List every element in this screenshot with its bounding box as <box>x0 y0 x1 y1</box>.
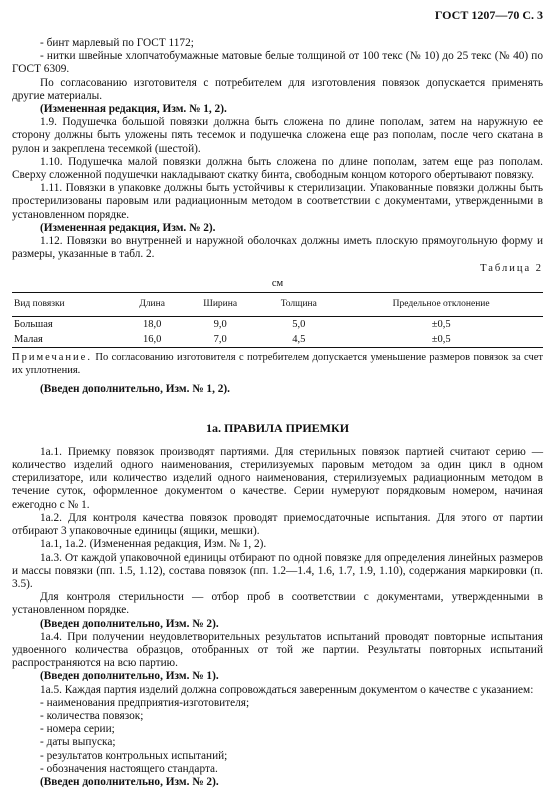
table-row <box>12 317 543 333</box>
table-cell: 9,0 <box>213 319 227 331</box>
table-cell: Большая <box>14 319 53 331</box>
list-item: - даты выпуска; <box>40 736 116 749</box>
amendment-note: (Введен дополнительно, Изм. № 1). <box>40 670 219 683</box>
amendment-note: (Измененная редакция, Изм. № 2). <box>40 221 216 234</box>
amendment-note: (Введен дополнительно, Изм. № 2). <box>40 775 219 788</box>
column-header: Ширина <box>182 292 258 316</box>
paragraph: 1.10. Подушечка малой повязки должна быть сложена по длине пополам, затем еще раз пополам. Сверху сложенной подушечки накладывают скатку бинта, свободным концом которого обертывают повязку. <box>12 155 543 182</box>
column-header: Предельное отклонение <box>339 292 543 316</box>
table-header-row <box>12 292 543 316</box>
paragraph: 1а.2. Для контроля качества повязок проводят приемосдаточные испытания. Для этого от партии отбирают 3 упаковочные единицы (ящики, мешки). <box>12 511 543 538</box>
note-label: Примечание. <box>12 352 92 364</box>
list-item: - номера серии; <box>40 723 115 736</box>
paragraph: 1а.1. Приемку повязок производят партиями. Для стерильных повязок партией считают серию — количество изделий одного наименования, стерилизуемых паровым методом за один цикл в одном стерилизаторе, или количество изделий одного наименования, стерилизуемых радиационным методом в течение суток, оформленное документом о качестве. Серии нумеруют порядковым номером, начиная ежегодно с № 1. <box>12 445 543 511</box>
paragraph: - бинт марлевый по ГОСТ 1172; <box>40 37 194 49</box>
table-unit: см <box>271 277 284 289</box>
amendment-note: (Измененная редакция, Изм. № 1, 2). <box>40 103 227 116</box>
list-item: - обозначения настоящего стандарта. <box>40 762 218 775</box>
amendment-note: (Введен дополнительно, Изм. № 1, 2). <box>40 383 230 396</box>
table-caption: Таблица 2 <box>480 263 543 275</box>
column-header: Вид повязки <box>12 292 122 316</box>
table-note <box>12 351 543 377</box>
paragraph: 1а.1, 1а.2. (Измененная редакция, Изм. № 1, 2). <box>40 538 267 551</box>
list-item: - наименования предприятия-изготовителя; <box>40 696 250 709</box>
paragraph: 1.11. Повязки в упаковке должны быть устойчивы к стерилизации. Упакованные повязки должны быть простерилизованы паровым или радиационным методом в соответствии с документами, утвержденными в установленном порядке. <box>12 182 543 221</box>
table-cell: 18,0 <box>142 319 162 331</box>
paragraph: 1а.5. Каждая партия изделий должна сопровождаться заверенным документом о качестве с указанием: <box>40 683 534 696</box>
section-title: 1а. ПРАВИЛА ПРИЕМКИ <box>205 420 350 435</box>
table-row <box>12 332 543 348</box>
top-paragraphs <box>12 37 543 261</box>
paragraph: 1а.3. От каждой упаковочной единицы отбирают по одной повязке для определения линейных размеров и массы повязки (пп. 1.5, 1.12), состава повязок (пп. 1.2—1.4, 1.6, 1.7, 1.9, 1.10), содержания маркировки (п. 3.5). <box>12 551 543 590</box>
table-cell: 7,0 <box>182 332 258 348</box>
paragraph: Для контроля стерильности — отбор проб в соответствии с документами, утвержденными в установленном порядке. <box>12 591 543 617</box>
bottom-paragraphs <box>12 446 543 789</box>
paragraph: 1а.4. При получении неудовлетворительных результатов испытаний проводят повторные испытания удвоенного количества образцов, отобранных от той же партии. Результаты повторных испытаний распространяются на всю партию. <box>12 630 543 670</box>
note-text: По согласованию изготовителя с потребителем допускается уменьшение размеров повязок за счет их уплотнения. <box>12 352 543 377</box>
list-item: - результатов контрольных испытаний; <box>40 749 228 762</box>
column-header: Длина <box>122 292 182 316</box>
document-body <box>12 37 543 789</box>
table-cell: ±0,5 <box>339 332 543 348</box>
column-header: Толщина <box>258 292 339 316</box>
table-cell: 5,0 <box>292 319 306 331</box>
paragraph: По согласованию изготовителя с потребителем для изготовления повязок допускается применять другие материалы. <box>12 76 543 102</box>
list-item: - количества повязок; <box>40 709 144 722</box>
table-cell: 16,0 <box>122 332 182 348</box>
table-cell: Малая <box>12 332 122 348</box>
amendment-note: (Введен дополнительно, Изм. № 2). <box>40 617 219 630</box>
table-cell: 4,5 <box>258 332 339 348</box>
paragraph: - нитки швейные хлопчатобумажные матовые белые толщиной от 100 текс (№ 10) до 25 текс (№ 40) по ГОСТ 6309. <box>12 50 543 76</box>
table-cell: ±0,5 <box>431 319 451 331</box>
dimensions-table <box>12 292 543 349</box>
paragraph: 1.12. Повязки во внутренней и наружной оболочках должны иметь плоскую прямоугольную форму и размеры, указанные в табл. 2. <box>12 235 543 261</box>
paragraph: 1.9. Подушечка большой повязки должна быть сложена по длине пополам, затем на наружную ее сторону должны быть уложены пять тесемок и подушечка сложена еще раз пополам, после чего скатана в рулон и закреплена тесемкой (шестой). <box>12 116 543 155</box>
page-header: ГОСТ 1207—70 С. 3 <box>434 8 543 22</box>
